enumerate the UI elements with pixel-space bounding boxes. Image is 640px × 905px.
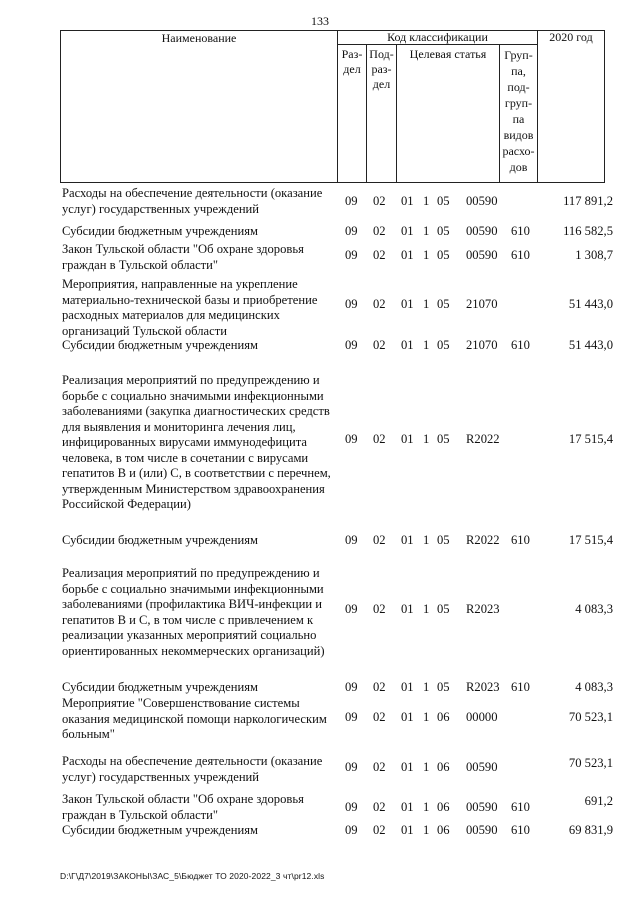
cell-amount: 117 891,2 — [563, 194, 613, 208]
cell-target-1: 01 — [401, 680, 414, 694]
cell-razdel: 09 — [345, 338, 358, 352]
cell-target-4: 21070 — [466, 338, 498, 352]
row-name: Субсидии бюджетным учреждениям — [62, 680, 258, 694]
cell-amount: 17 515,4 — [568, 432, 613, 446]
cell-target-4: R2023 — [466, 602, 500, 616]
cell-target-4: 00000 — [466, 710, 498, 724]
cell-podrazdel: 02 — [373, 194, 386, 208]
cell-group: 610 — [511, 224, 530, 238]
cell-target-2: 1 — [423, 823, 430, 837]
cell-razdel: 09 — [345, 760, 358, 774]
cell-target-2: 1 — [423, 710, 430, 724]
cell-target-2: 1 — [423, 248, 430, 262]
cell-target-4: 00590 — [466, 248, 498, 262]
cell-target-4: 00590 — [466, 760, 498, 774]
cell-podrazdel: 02 — [373, 224, 386, 238]
cell-amount: 4 083,3 — [575, 680, 613, 694]
row-name: Закон Тульской области "Об охране здоровья граждан в Тульской области" — [62, 242, 304, 272]
cell-target-1: 01 — [401, 338, 414, 352]
cell-amount: 51 443,0 — [568, 338, 613, 352]
row-name: Расходы на обеспечение деятельности (оказание услуг) государственных учреждений — [62, 754, 323, 784]
cell-razdel: 09 — [345, 710, 358, 724]
cell-group: 610 — [511, 338, 530, 352]
cell-amount: 70 523,1 — [568, 710, 613, 724]
cell-razdel: 09 — [345, 680, 358, 694]
cell-target-4: 00590 — [466, 224, 498, 238]
cell-target-2: 1 — [423, 432, 430, 446]
row-name: Субсидии бюджетным учреждениям — [62, 338, 258, 352]
cell-group: 610 — [511, 533, 530, 547]
cell-target-2: 1 — [423, 338, 430, 352]
cell-podrazdel: 02 — [373, 710, 386, 724]
header-target: Целевая статья — [409, 47, 487, 61]
cell-target-4: 21070 — [466, 297, 498, 311]
cell-target-3: 05 — [437, 224, 450, 238]
cell-target-1: 01 — [401, 602, 414, 616]
cell-amount: 1 308,7 — [575, 248, 613, 262]
cell-target-3: 06 — [437, 823, 450, 837]
row-name: Реализация мероприятий по предупреждению и борьбе с социально значимыми инфекционными заболеваниями (профилактика ВИЧ-инфекции и гепатитов В и С, в том числе с привлечением к реализации указанных мероприятий социально ориентированных некоммерческих организаций) — [62, 566, 325, 658]
cell-target-4: 00590 — [466, 194, 498, 208]
cell-target-2: 1 — [423, 533, 430, 547]
cell-amount: 51 443,0 — [568, 297, 613, 311]
cell-group: 610 — [511, 800, 530, 814]
cell-podrazdel: 02 — [373, 297, 386, 311]
cell-podrazdel: 02 — [373, 823, 386, 837]
cell-podrazdel: 02 — [373, 760, 386, 774]
cell-target-1: 01 — [401, 432, 414, 446]
cell-podrazdel: 02 — [373, 432, 386, 446]
cell-razdel: 09 — [345, 823, 358, 837]
cell-target-1: 01 — [401, 297, 414, 311]
cell-target-1: 01 — [401, 224, 414, 238]
cell-target-1: 01 — [401, 248, 414, 262]
cell-target-2: 1 — [423, 297, 430, 311]
row-name: Расходы на обеспечение деятельности (оказание услуг) государственных учреждений — [62, 186, 323, 216]
page-number: 133 — [311, 14, 329, 28]
cell-razdel: 09 — [345, 800, 358, 814]
cell-target-2: 1 — [423, 602, 430, 616]
row-name: Закон Тульской области "Об охране здоровья граждан в Тульской области" — [62, 792, 304, 822]
cell-target-3: 05 — [437, 338, 450, 352]
cell-razdel: 09 — [345, 194, 358, 208]
cell-podrazdel: 02 — [373, 800, 386, 814]
file-path-footer: D:\Г\Д7\2019\ЗАКОНЫ\ЗАС_5\Бюджет ТО 2020-2022_3 чт\pr12.xls — [60, 871, 325, 881]
cell-target-1: 01 — [401, 800, 414, 814]
cell-target-3: 05 — [437, 194, 450, 208]
cell-razdel: 09 — [345, 602, 358, 616]
cell-target-1: 01 — [401, 823, 414, 837]
row-name: Мероприятие "Совершенствование системы оказания медицинской помощи наркологическим больным" — [62, 696, 327, 741]
cell-target-1: 01 — [401, 533, 414, 547]
cell-target-3: 05 — [437, 432, 450, 446]
cell-target-1: 01 — [401, 710, 414, 724]
cell-target-3: 05 — [437, 297, 450, 311]
cell-target-2: 1 — [423, 680, 430, 694]
cell-target-4: 00590 — [466, 823, 498, 837]
cell-podrazdel: 02 — [373, 248, 386, 262]
cell-target-2: 1 — [423, 194, 430, 208]
cell-target-1: 01 — [401, 194, 414, 208]
cell-target-3: 05 — [437, 533, 450, 547]
cell-podrazdel: 02 — [373, 602, 386, 616]
cell-target-3: 05 — [437, 248, 450, 262]
cell-target-4: R2022 — [466, 432, 500, 446]
row-name: Субсидии бюджетным учреждениям — [62, 224, 258, 238]
row-name: Субсидии бюджетным учреждениям — [62, 533, 258, 547]
header-podrazdel: Под- раз- дел — [369, 47, 394, 91]
cell-target-3: 05 — [437, 602, 450, 616]
cell-amount: 17 515,4 — [568, 533, 613, 547]
cell-group: 610 — [511, 823, 530, 837]
cell-razdel: 09 — [345, 297, 358, 311]
cell-target-3: 06 — [437, 710, 450, 724]
cell-razdel: 09 — [345, 432, 358, 446]
cell-podrazdel: 02 — [373, 338, 386, 352]
cell-razdel: 09 — [345, 224, 358, 238]
cell-group: 610 — [511, 680, 530, 694]
header-group: Груп- па, под- груп- па видов расхо- дов — [502, 48, 535, 174]
header-razdel: Раз- дел — [341, 47, 363, 76]
row-name: Субсидии бюджетным учреждениям — [62, 823, 258, 837]
header-name: Наименование — [161, 31, 237, 45]
cell-target-4: R2023 — [466, 680, 500, 694]
cell-target-3: 06 — [437, 800, 450, 814]
row-name: Мероприятия, направленные на укрепление материально-технической базы и приобретение расходных материалов для медицинских организаций Тульской области — [62, 277, 318, 338]
cell-podrazdel: 02 — [373, 680, 386, 694]
cell-amount: 4 083,3 — [575, 602, 613, 616]
cell-amount: 69 831,9 — [568, 823, 613, 837]
header-code-group: Код классификации — [387, 30, 488, 44]
cell-podrazdel: 02 — [373, 533, 386, 547]
cell-amount: 70 523,1 — [568, 756, 613, 770]
cell-target-4: 00590 — [466, 800, 498, 814]
cell-target-3: 05 — [437, 680, 450, 694]
cell-target-2: 1 — [423, 800, 430, 814]
cell-target-2: 1 — [423, 760, 430, 774]
cell-amount: 116 582,5 — [563, 224, 613, 238]
cell-group: 610 — [511, 248, 530, 262]
cell-target-3: 06 — [437, 760, 450, 774]
cell-target-2: 1 — [423, 224, 430, 238]
header-year: 2020 год — [549, 30, 593, 44]
cell-target-1: 01 — [401, 760, 414, 774]
cell-amount: 691,2 — [584, 794, 613, 808]
cell-razdel: 09 — [345, 248, 358, 262]
row-name: Реализация мероприятий по предупреждению и борьбе с социально значимыми инфекционными заболеваниями (закупка диагностических средств для выявления и мониторинга лечения лиц, инфицированных вирусами иммунодефицита человека, в том числе в сочетании с вирусами гепатитов В и (или) С, в соответствии с перечнем, утвержденным Министерством здравоохранения Российской Федерации) — [62, 373, 331, 511]
cell-target-4: R2022 — [466, 533, 500, 547]
cell-razdel: 09 — [345, 533, 358, 547]
